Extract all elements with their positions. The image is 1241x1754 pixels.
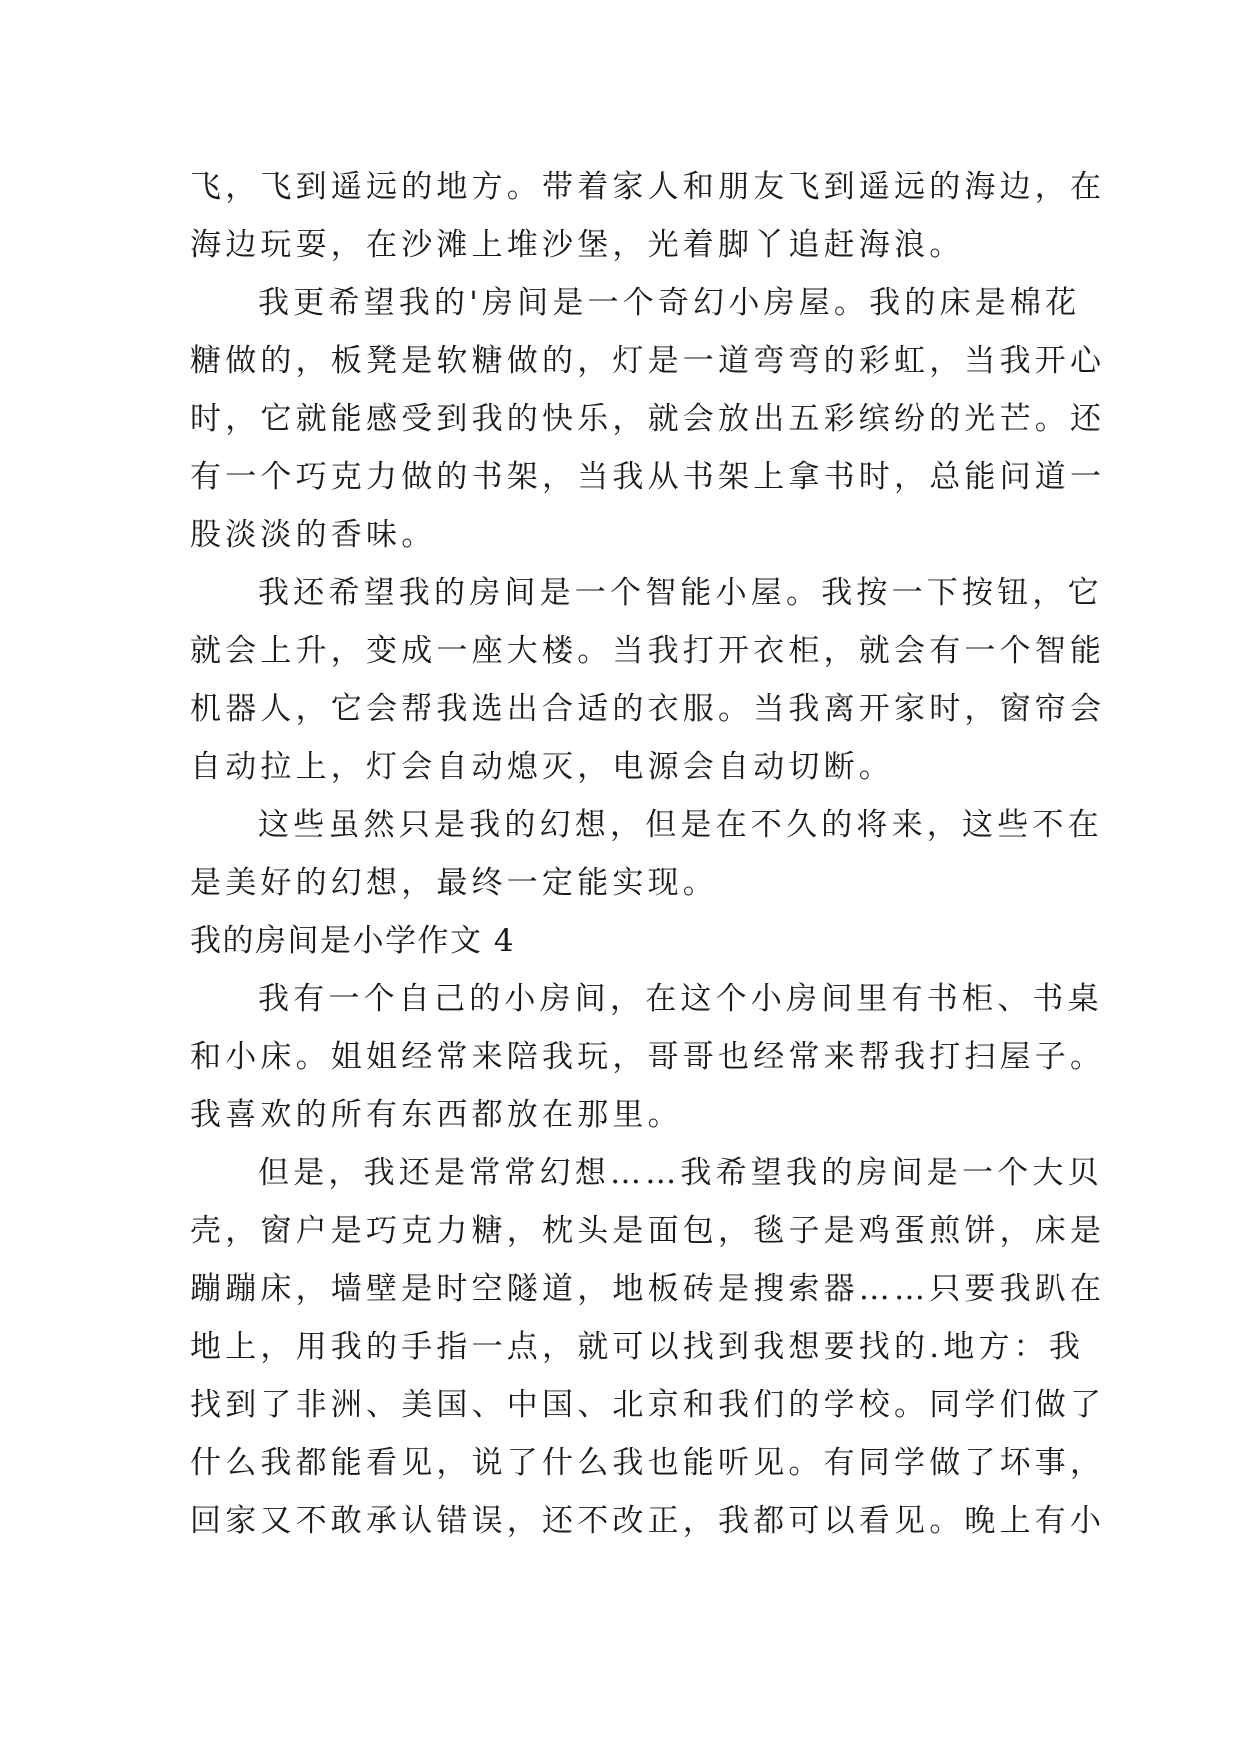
text-line: 什么我都能看见，说了什么我也能听见。有同学做了坏事，	[190, 1445, 1106, 1481]
text-line: 股淡淡的香味。	[190, 517, 437, 553]
text-line: 时，它就能感受到我的快乐，就会放出五彩缤纷的光芒。还	[190, 401, 1106, 437]
text-line: 找到了非洲、美国、中国、北京和我们的学校。同学们做了	[190, 1387, 1106, 1423]
text-line: 有一个巧克力做的书架，当我从书架上拿书时，总能问道一	[190, 459, 1106, 495]
text-line: 机器人，它会帮我选出合适的衣服。当我离开家时，窗帘会	[190, 691, 1106, 727]
text-line: 我喜欢的所有东西都放在那里。	[190, 1097, 683, 1133]
text-line: 蹦蹦床，墙壁是时空隧道，地板砖是搜索器……只要我趴在	[190, 1271, 1106, 1307]
paragraph-start-line: 我有一个自己的小房间，在这个小房间里有书柜、书桌	[258, 981, 1103, 1017]
document-page	[190, 158, 1106, 1550]
text-line: 壳，窗户是巧克力糖，枕头是面包，毯子是鸡蛋煎饼，床是	[190, 1213, 1106, 1249]
text-line: 飞，飞到遥远的地方。带着家人和朋友飞到遥远的海边，在	[190, 169, 1106, 205]
paragraph-start-line: 但是，我还是常常幻想……我希望我的房间是一个大贝	[258, 1155, 1103, 1191]
text-line: 就会上升，变成一座大楼。当我打开衣柜，就会有一个智能	[190, 633, 1106, 669]
paragraph-start-line: 这些虽然只是我的幻想，但是在不久的将来，这些不在	[258, 807, 1103, 843]
text-line: 是美好的幻想，最终一定能实现。	[190, 865, 718, 901]
section-heading: 我的房间是小学作文 4	[190, 923, 516, 959]
paragraph-start-line: 我还希望我的房间是一个智能小屋。我按一下按钮，它	[258, 575, 1103, 611]
text-line: 海边玩耍，在沙滩上堆沙堡，光着脚丫追赶海浪。	[190, 227, 965, 263]
paragraph-start-line: 我更希望我的'房间是一个奇幻小房屋。我的床是棉花	[258, 285, 1081, 321]
text-line: 回家又不敢承认错误，还不改正，我都可以看见。晚上有小	[190, 1503, 1106, 1539]
text-line: 地上，用我的手指一点，就可以找到我想要找的.地方：我	[190, 1329, 1085, 1365]
text-line: 糖做的，板凳是软糖做的，灯是一道弯弯的彩虹，当我开心	[190, 343, 1106, 379]
text-line: 自动拉上，灯会自动熄灭，电源会自动切断。	[190, 749, 894, 785]
text-line: 和小床。姐姐经常来陪我玩，哥哥也经常来帮我打扫屋子。	[190, 1039, 1106, 1075]
